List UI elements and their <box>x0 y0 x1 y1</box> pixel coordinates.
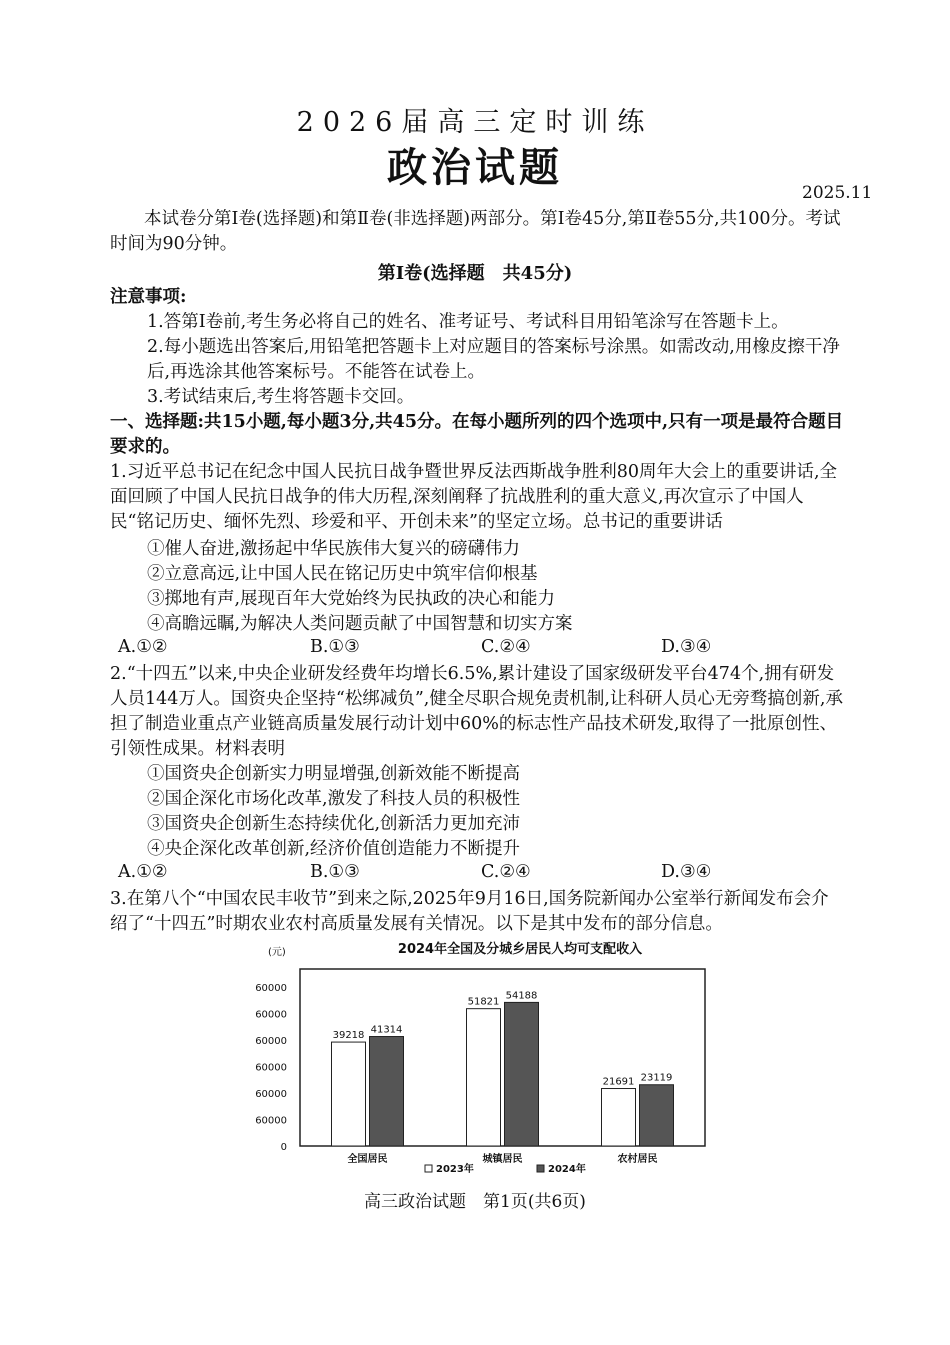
y-tick-label: 60000 <box>255 983 287 994</box>
option-d: D.③④ <box>661 637 712 657</box>
note-item: 3.考试结束后,考生将答题卡交回。 <box>147 387 415 407</box>
exam-title: 政治试题 <box>387 144 563 191</box>
answer-options <box>110 862 845 887</box>
question-item: ②立意高远,让中国人民在铭记历史中筑牢信仰根基 <box>147 564 538 584</box>
answer-options <box>110 637 845 662</box>
option-a: A.①② <box>118 637 168 657</box>
bar-2023 <box>332 1042 366 1146</box>
question-item: ②国企深化市场化改革,激发了科技人员的积极性 <box>147 789 521 809</box>
question-item: ④央企深化改革创新,经济价值创造能力不断提升 <box>147 839 521 859</box>
notes-heading: 注意事项: <box>110 287 187 307</box>
bar-value-label: 39218 <box>332 1030 365 1042</box>
question-item: ①催人奋进,激扬起中华民族伟大复兴的磅礴伟力 <box>147 539 521 559</box>
y-tick-label: 0 <box>280 1142 287 1153</box>
note-item: 1.答第Ⅰ卷前,考生务必将自己的姓名、准考证号、考试科目用铅笔涂写在答题卡上。 <box>147 312 789 332</box>
option-a: A.①② <box>118 862 168 882</box>
part1-heading: 一、选择题:共15小题,每小题3分,共45分。在每小题所列的四个选项中,只有一项是最符合题目要求的。 <box>110 412 844 457</box>
y-tick-label: 60000 <box>255 1089 287 1100</box>
bar-value-label: 54188 <box>505 990 538 1002</box>
question-item: ①国资央企创新实力明显增强,创新效能不断提高 <box>147 764 521 784</box>
y-tick-label: 60000 <box>255 1115 287 1127</box>
legend-swatch <box>537 1165 544 1172</box>
option-b: B.①③ <box>310 637 360 657</box>
bar-2024 <box>640 1085 674 1146</box>
chart-title: 2024年全国及分城乡居民人均可支配收入 <box>397 942 643 957</box>
legend-label: 2023年 <box>436 1164 474 1175</box>
exam-subtitle: 2026届高三定时训练 <box>296 107 654 138</box>
y-tick-label: 60000 <box>255 1009 287 1021</box>
question-stem: 2.“十四五”以来,中央企业研发经费年均增长6.5%,累计建设了国家级研发平台474个,拥有研发人员144万人。国资央企坚持“松绑减负”,健全尽职合规免责机制,让科研人员心无旁骛搞创新,承担了制造业重点产业链高质量发展行动计划中60%的标志性产品技术研发,取得了一批原创性、引领性成果。材料表明 <box>110 664 843 759</box>
question-stem: 3.在第八个“中国农民丰收节”到来之际,2025年9月16日,国务院新闻办公室举行新闻发布会介绍了“十四五”时期农业农村高质量发展有关情况。以下是其中发布的部分信息。 <box>110 889 829 934</box>
bar-2023 <box>467 1009 501 1146</box>
income-bar-chart <box>250 937 720 1185</box>
bar-2023 <box>602 1089 636 1146</box>
exam-intro: 本试卷分第Ⅰ卷(选择题)和第Ⅱ卷(非选择题)两部分。第Ⅰ卷45分,第Ⅱ卷55分,共100分。考试时间为90分钟。 <box>110 209 841 254</box>
y-unit-label: (元) <box>268 947 286 958</box>
bar-value-label: 23119 <box>640 1072 673 1084</box>
option-d: D.③④ <box>661 862 712 882</box>
bar-value-label: 41314 <box>370 1024 403 1036</box>
option-b: B.①③ <box>310 862 360 882</box>
exam-date: 2025.11 <box>802 183 873 203</box>
question-item: ④高瞻远瞩,为解决人类问题贡献了中国智慧和切实方案 <box>147 614 573 634</box>
option-c: C.②④ <box>481 637 531 657</box>
category-label: 城镇居民 <box>482 1154 523 1165</box>
bar-2024 <box>505 1002 539 1146</box>
bar-value-label: 21691 <box>602 1076 635 1088</box>
section-title: 第Ⅰ卷(选择题 共45分) <box>377 263 573 284</box>
question-item: ③国资央企创新生态持续优化,创新活力更加充沛 <box>147 814 521 834</box>
page-footer: 高三政治试题 第1页(共6页) <box>364 1192 586 1212</box>
question-stem: 1.习近平总书记在纪念中国人民抗日战争暨世界反法西斯战争胜利80周年大会上的重要讲话,全面回顾了中国人民抗日战争的伟大历程,深刻阐释了抗战胜利的重大意义,再次宣示了中国人民“铭记历史、缅怀先烈、珍爱和平、开创未来”的坚定立场。总书记的重要讲话 <box>110 462 838 532</box>
category-label: 农村居民 <box>617 1154 658 1165</box>
y-tick-label: 60000 <box>255 1062 287 1074</box>
legend-label: 2024年 <box>548 1164 586 1175</box>
y-tick-label: 60000 <box>255 1036 287 1047</box>
legend-swatch <box>425 1165 432 1172</box>
bar-value-label: 51821 <box>467 996 500 1008</box>
note-item: 2.每小题选出答案后,用铅笔把答题卡上对应题目的答案标号涂黑。如需改动,用橡皮擦干净后,再选涂其他答案标号。不能答在试卷上。 <box>147 337 840 382</box>
bar-2024 <box>370 1037 404 1146</box>
category-label: 全国居民 <box>347 1154 388 1165</box>
question-item: ③掷地有声,展现百年大党始终为民执政的决心和能力 <box>147 589 556 609</box>
option-c: C.②④ <box>481 862 531 882</box>
